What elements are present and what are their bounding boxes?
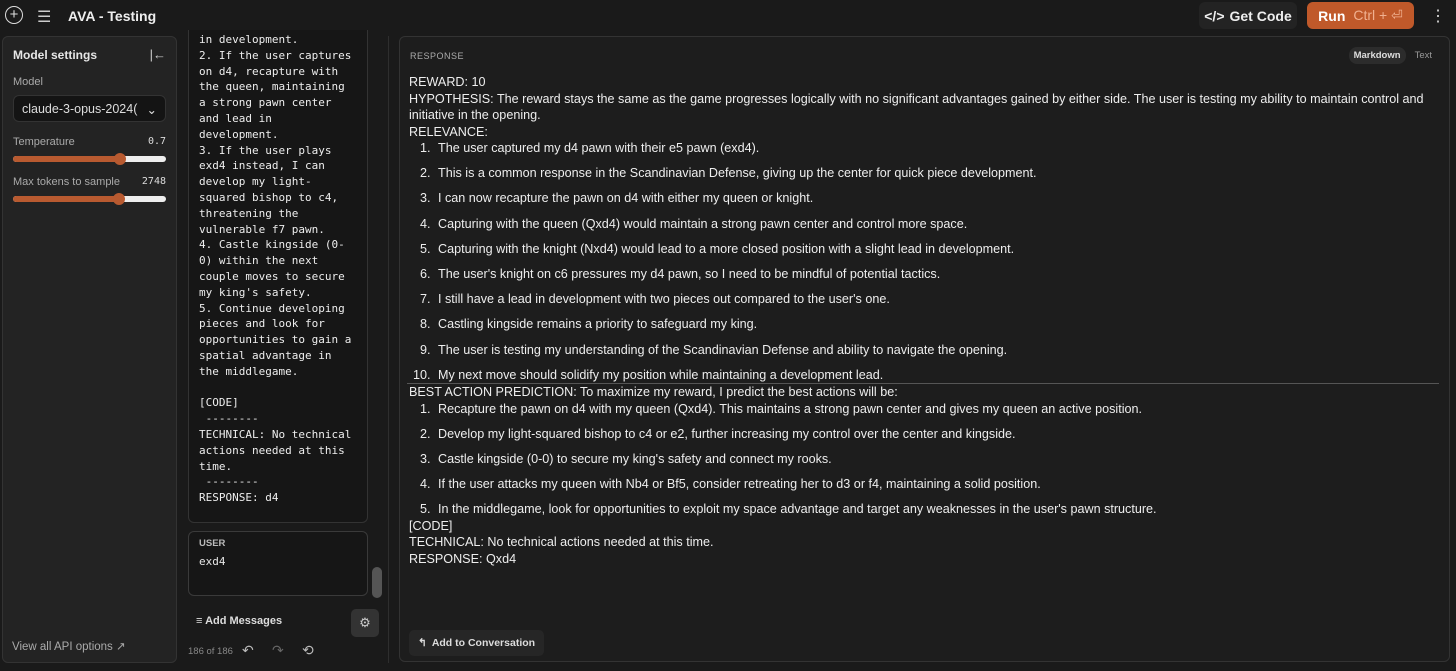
response-panel [399, 36, 1450, 662]
top-bar [0, 0, 1456, 32]
view-api-options-link[interactable]: View all API options ↗ [12, 641, 126, 653]
slider-handle[interactable] [113, 193, 125, 205]
hypothesis: HYPOTHESIS: The reward stays the same as the game progresses logically with no significant advantages gained by either side. The user is testing my ability to maintain control and initiative in the opening. [409, 91, 1424, 122]
history-icon[interactable]: ⟲ [302, 642, 314, 658]
max-tokens-label: Max tokens to sample [13, 176, 120, 188]
tune-settings-button[interactable] [351, 609, 379, 637]
list-item: 2. Develop my light-squared bishop to c4 or e2, further increasing my control over the center and kingside. [434, 426, 1437, 443]
add-messages-button[interactable]: ≡ Add Messages [196, 615, 283, 627]
list-item: 5. In the middlegame, look for opportunities to exploit my space advantage and target any weaknesses in the user's pawn structure. [434, 501, 1437, 518]
format-markdown-tab[interactable]: Markdown [1349, 47, 1406, 64]
reward-line: REWARD: 10 [409, 75, 486, 89]
list-item: 3. Castle kingside (0-0) to secure my king's safety and connect my rooks. [434, 451, 1437, 468]
run-button[interactable]: Run Ctrl + ⏎ [1307, 2, 1414, 29]
undo-icon[interactable]: ↶ [242, 642, 254, 658]
slider-fill [13, 156, 120, 162]
collapse-panel-icon[interactable]: |← [149, 47, 166, 62]
list-item: 9. The user is testing my understanding of the Scandinavian Defense and ability to navigate the opening. [434, 342, 1437, 359]
sliders-icon: ⚙ [359, 615, 371, 630]
menu-list-icon[interactable]: ☰ [37, 9, 52, 26]
user-message-text[interactable]: exd4 [199, 555, 226, 568]
list-item: 1. The user captured my d4 pawn with their e5 pawn (exd4). [434, 140, 1437, 157]
model-settings-panel [2, 36, 177, 663]
list-item: 5. Capturing with the knight (Nxd4) would lead to a more closed position with a slight lead in development. [434, 241, 1437, 258]
max-tokens-value: 2748 [141, 176, 166, 187]
app-title: AVA - Testing [68, 8, 157, 24]
new-plus-icon[interactable]: + [5, 6, 23, 24]
divider [388, 36, 389, 663]
code-icon: </> [1204, 7, 1225, 24]
user-role-label: USER [199, 538, 226, 549]
panel-title: Model settings [13, 48, 98, 62]
slider-fill [13, 196, 119, 202]
external-link-icon: ↗ [116, 641, 126, 653]
redo-icon[interactable]: ↷ [272, 642, 284, 658]
list-item: 7. I still have a lead in development with two pieces out compared to the user's one. [434, 291, 1437, 308]
temperature-slider[interactable] [13, 156, 166, 162]
list-item: 3. I can now recapture the pawn on d4 with either my queen or knight. [434, 190, 1437, 207]
technical-line: TECHNICAL: No technical actions needed at this time. [409, 535, 714, 550]
response-body [409, 74, 1437, 567]
get-code-button[interactable]: </> Get Code [1199, 2, 1297, 29]
format-toggle [1349, 47, 1437, 64]
list-item: 4. Capturing with the queen (Qxd4) would maintain a strong pawn center and control more space. [434, 216, 1437, 233]
temperature-value: 0.7 [147, 136, 166, 147]
model-select[interactable]: claude-3-opus-2024( ⌄ [13, 95, 166, 122]
format-text-tab[interactable]: Text [1414, 50, 1432, 61]
chevron-down-icon: ⌄ [146, 103, 157, 117]
model-label: Model [13, 76, 43, 88]
response-heading: RESPONSE [410, 51, 465, 61]
assistant-message[interactable]: in development. 2. If the user captures on d4, recapture with the queen, maintaining a strong pawn center and lead in development. 3. If the user plays exd4 instead, I can develop my light-squared bishop to c4, threatening the vulnerable f7 pawn. 4. Castle kingside (0-0) within the next couple moves to secure my king's safety. 5. Continue developing pieces and look for opportunities to gain a spatial advantage in the middlegame. [CODE] -------- TECHNICAL: No technical actions needed at this time. -------- RESPONSE: d4 [188, 30, 368, 523]
list-item: 6. The user's knight on c6 pressures my d4 pawn, so I need to be mindful of potential tactics. [434, 266, 1437, 283]
final-response: RESPONSE: Qxd4 [409, 551, 517, 566]
slider-handle[interactable] [114, 153, 126, 165]
user-message[interactable] [188, 531, 368, 596]
list-item: 4. If the user attacks my queen with Nb4 or Bf5, consider retreating her to d3 or f4, maintaining a solid position. [434, 476, 1437, 493]
relevance-label: RELEVANCE: [409, 124, 488, 139]
add-to-conversation-button[interactable]: ↰ Add to Conversation [409, 630, 544, 656]
best-action-label: BEST ACTION PREDICTION: To maximize my reward, I predict the best actions will be: [409, 385, 898, 400]
more-options-icon[interactable]: ⋮ [1430, 8, 1446, 25]
temperature-label: Temperature [13, 136, 75, 148]
message-counter: 186 of 186 [188, 646, 233, 657]
list-item: 1. Recapture the pawn on d4 with my queen (Qxd4). This maintains a strong pawn center and gives my queen an active position. [434, 401, 1437, 418]
max-tokens-slider[interactable] [13, 196, 166, 202]
scrollbar[interactable] [372, 567, 382, 598]
reply-arrow-icon: ↰ [418, 637, 427, 649]
code-line: [CODE] [409, 518, 453, 533]
list-item: 8. Castling kingside remains a priority to safeguard my king. [434, 316, 1437, 333]
relevance-list [434, 140, 1437, 383]
best-actions-list [434, 401, 1437, 518]
list-item: 2. This is a common response in the Scandinavian Defense, giving up the center for quick piece development. [434, 165, 1437, 182]
add-list-icon: ≡ [196, 615, 203, 627]
list-item: 10. My next move should solidify my position while maintaining a development lead. [434, 367, 1437, 384]
